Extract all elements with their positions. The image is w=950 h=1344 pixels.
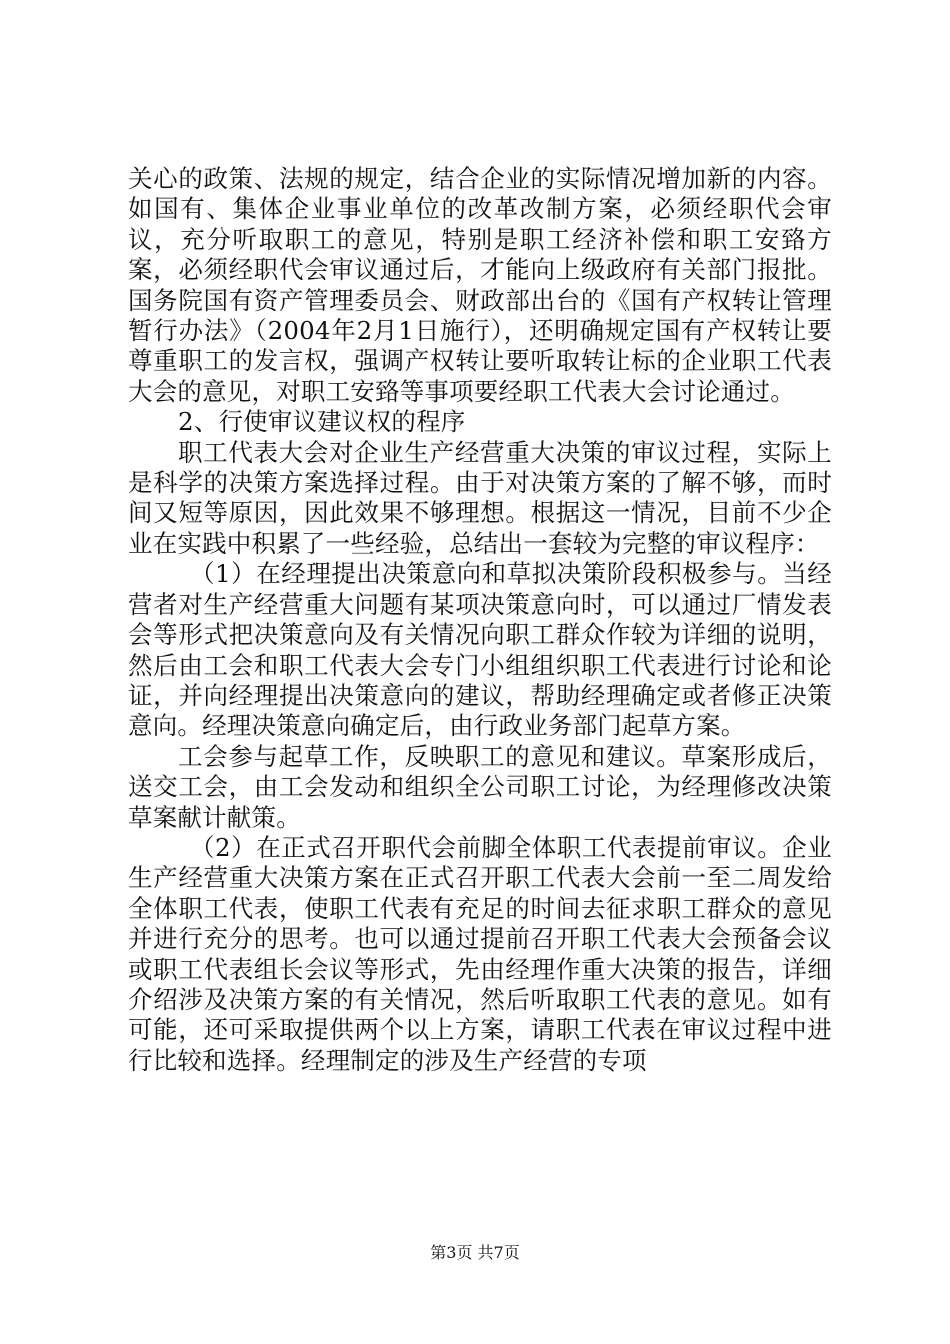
paragraph-review-process: 职工代表大会对企业生产经营重大决策的审议过程，实际上是科学的决策方案选择过程。由于对决策方案的了解不够，而时间又短等原因，因此效果不够理想。根据这一情况，目前不少企业在实践中积累了一些经验，总结出一套较为完整的审议程序：	[128, 437, 832, 558]
paragraph-union-drafting: 工会参与起草工作，反映职工的意见和建议。草案形成后，送交工会，由工会发动和组织全公司职工讨论，为经理修改决策草案献计献策。	[128, 741, 832, 832]
page-number-footer: 第3页 共7页	[430, 1243, 520, 1262]
paragraph-item-2: （2）在正式召开职代会前脚全体职工代表提前审议。企业生产经营重大决策方案在正式召开职工代表大会前一至二周发给全体职工代表，使职工代表有充足的时间去征求职工群众的意见并进行充分的思考。也可以通过提前召开职工代表大会预备会议或职工代表组长会议等形式，先由经理作重大决策的报告，详细介绍涉及决策方案的有关情况，然后听取职工代表的意见。如有可能，还可采取提供两个以上方案，请职工代表在审议过程中进行比较和选择。经理制定的涉及生产经营的专项	[128, 832, 832, 1075]
document-body	[128, 164, 832, 1076]
section-heading-review-procedure: 2、行使审议建议权的程序	[178, 407, 466, 437]
paragraph-item-1: （1）在经理提出决策意向和草拟决策阶段积极参与。当经营者对生产经营重大问题有某项决策意向时，可以通过厂情发表会等形式把决策意向及有关情况向职工群众作较为详细的说明，然后由工会和职工代表大会专门小组组织职工代表进行讨论和论证，并向经理提出决策意向的建议，帮助经理确定或者修正决策意向。经理决策意向确定后，由行政业务部门起草方案。	[128, 559, 832, 741]
paragraph-policy-continuation: 关心的政策、法规的规定，结合企业的实际情况增加新的内容。如国有、集体企业事业单位的改革改制方案，必须经职代会审议，充分听取职工的意见，特别是职工经济补偿和职工安臵方案，必须经职代会审议通过后，才能向上级政府有关部门报批。国务院国有资产管理委员会、财政部出台的《国有产权转让管理暂行办法》（2004年2月1日施行），还明确规定国有产权转让要尊重职工的发言权，强调产权转让要听取转让标的企业职工代表大会的意见，对职工安臵等事项要经职工代表大会讨论通过。	[128, 164, 832, 406]
